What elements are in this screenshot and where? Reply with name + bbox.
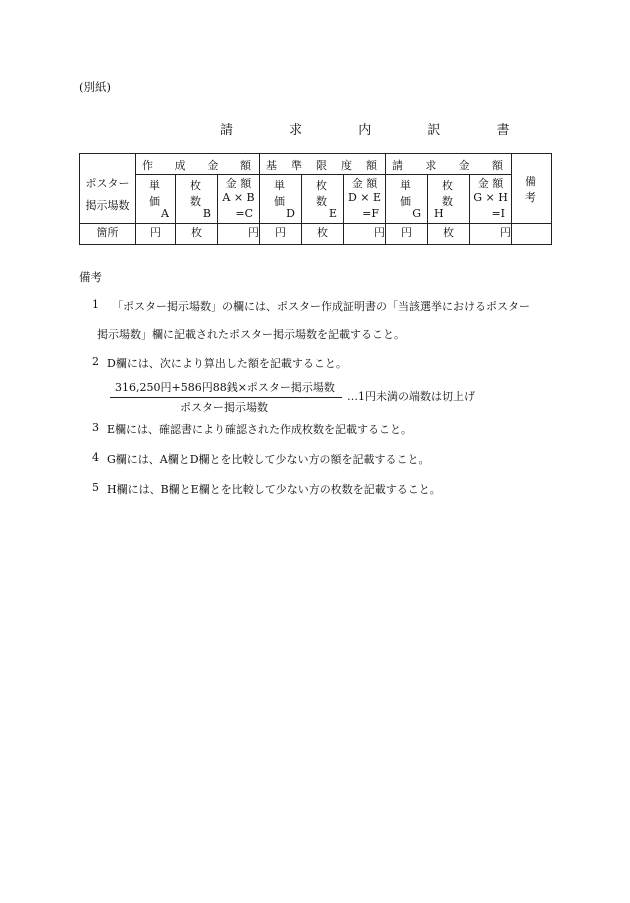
unit-yen: 円 xyxy=(136,224,176,245)
note-5: H欄には、B欄とE欄とを比較して少ない方の枚数を記載すること。 xyxy=(107,483,441,496)
note-number: 5 xyxy=(92,481,99,494)
unit-yen: 円 xyxy=(470,224,512,245)
unit-places: 箇所 xyxy=(80,224,136,245)
invoice-breakdown-table xyxy=(79,153,552,245)
formula-numerator: 316,250円+586円88銭×ポスター掲示場数 xyxy=(115,381,335,394)
note-4: G欄には、A欄とD欄とを比較して少ない方の額を記載すること。 xyxy=(107,453,430,466)
header-claim-amount: 請 求 金 額 xyxy=(386,154,512,175)
formula-rounding-note: …1円未満の端数は切上げ xyxy=(347,390,475,403)
note-1-line-1: 「ポスター掲示場数」の欄には、ポスター作成証明書の「当該選挙におけるポスター xyxy=(112,300,530,313)
table-row xyxy=(80,224,552,245)
subheader-count-b: 枚 数 B xyxy=(176,175,218,224)
unit-sheets: 枚 xyxy=(302,224,344,245)
unit-yen: 円 xyxy=(386,224,428,245)
header-standard-limit: 基 準 限 度 額 xyxy=(260,154,386,175)
formula-denominator: ポスター掲示場数 xyxy=(180,401,268,414)
note-2: D欄には、次により算出した額を記載すること。 xyxy=(107,357,347,370)
unit-yen: 円 xyxy=(218,224,260,245)
unit-yen: 円 xyxy=(260,224,302,245)
subheader-amount-i: 金 額 G × H =I xyxy=(470,175,512,224)
notes-heading: 備考 xyxy=(79,270,102,284)
subheader-amount-c: 金 額 A × B =C xyxy=(218,175,260,224)
unit-sheets: 枚 xyxy=(428,224,470,245)
remarks-cell xyxy=(512,224,552,245)
header-poster-sites: ポスター掲示場数 xyxy=(80,154,136,224)
unit-yen: 円 xyxy=(344,224,386,245)
header-remarks: 備 考 xyxy=(512,154,552,224)
note-number: 1 xyxy=(92,298,99,311)
subheader-unit-price-g: 単 価 G xyxy=(386,175,428,224)
note-number: 3 xyxy=(92,421,99,434)
unit-sheets: 枚 xyxy=(176,224,218,245)
note-number: 2 xyxy=(92,355,99,368)
note-1-line-2: 掲示場数」欄に記載されたポスター掲示場数を記載すること。 xyxy=(97,328,405,341)
page-title: 請 求 内 訳 書 xyxy=(220,123,536,138)
annex-label: (別紙) xyxy=(79,80,111,94)
subheader-unit-price-a: 単 価 A xyxy=(136,175,176,224)
subheader-count-e: 枚 数 E xyxy=(302,175,344,224)
subheader-count-h: 枚 数 H xyxy=(428,175,470,224)
subheader-unit-price-d: 単 価 D xyxy=(260,175,302,224)
header-production-amount: 作 成 金 額 xyxy=(136,154,260,175)
fraction-bar xyxy=(110,397,342,398)
note-number: 4 xyxy=(92,451,99,464)
subheader-amount-f: 金 額 D × E =F xyxy=(344,175,386,224)
note-3: E欄には、確認書により確認された作成枚数を記載すること。 xyxy=(107,423,413,436)
